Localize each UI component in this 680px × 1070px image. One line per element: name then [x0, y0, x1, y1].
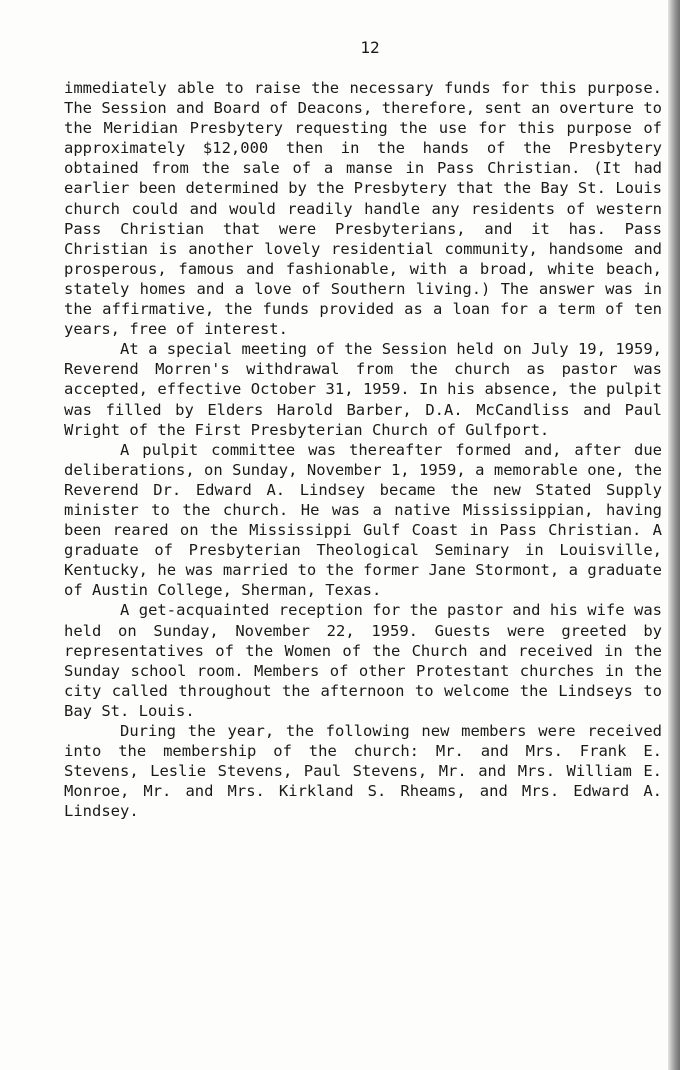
page-edge-shadow: [668, 0, 680, 1070]
page-number: 12: [360, 38, 380, 57]
paragraph-2: At a special meeting of the Session held on July 19, 1959, Reverend Morren's withdrawal from the church as pastor was accepted, effective October 31, 1959. In his absence, the pulpit was filled by Elders Harold Barber, D.A. McCandliss and Paul Wright of the First Presbyterian Church of Gulfport.: [64, 340, 662, 439]
paragraph-3: A pulpit committee was thereafter formed and, after due deliberations, on Sunday, November 1, 1959, a memorable one, the Reverend Dr. Edward A. Lindsey became the new Stated Supply minister to the church. He was a native Mississippian, having been reared on the Mississippi Gulf Coast in Pass Christian. A graduate of Presbyterian Theological Seminary in Louisville, Kentucky, he was married to the former Jane Stormont, a graduate of Austin College, Sherman, Texas.: [64, 440, 662, 600]
paragraph-1: immediately able to raise the necessary funds for this purpose. The Session and Board of Deacons, therefore, sent an overture to the Meridian Presbytery requesting the use for this purpose of approximately $12,000 then in the hands of the Presbytery obtained from the sale of a manse in Pass Christian. (It had earlier been determined by the Presbytery that the Bay St. Louis church could and would readily handle any residents of western Pass Christian that were Presbyterians, and it has. Pass Christian is another lovely residential community, handsome and prosperous, famous and fashionable, with a broad, white beach, stately homes and a love of Southern living.) The answer was in the affirmative, the funds provided as a loan for a term of ten years, free of interest.: [64, 79, 662, 339]
paragraph-4: A get-acquainted reception for the pastor and his wife was held on Sunday, November 22, 1959. Guests were greeted by representatives of the Women of the Church and received in the Sunday school room. Members of other Protestant churches in the city called throughout the afternoon to welcome the Lindseys to Bay St. Louis.: [64, 601, 662, 720]
paragraph-5: During the year, the following new members were received into the membership of the church: Mr. and Mrs. Frank E. Stevens, Leslie Stevens, Paul Stevens, Mr. and Mrs. William E. Monroe, Mr. and Mrs. Kirkland S. Rheams, and Mrs. Edward A. Lindsey.: [64, 722, 662, 821]
body-text: [64, 78, 662, 821]
